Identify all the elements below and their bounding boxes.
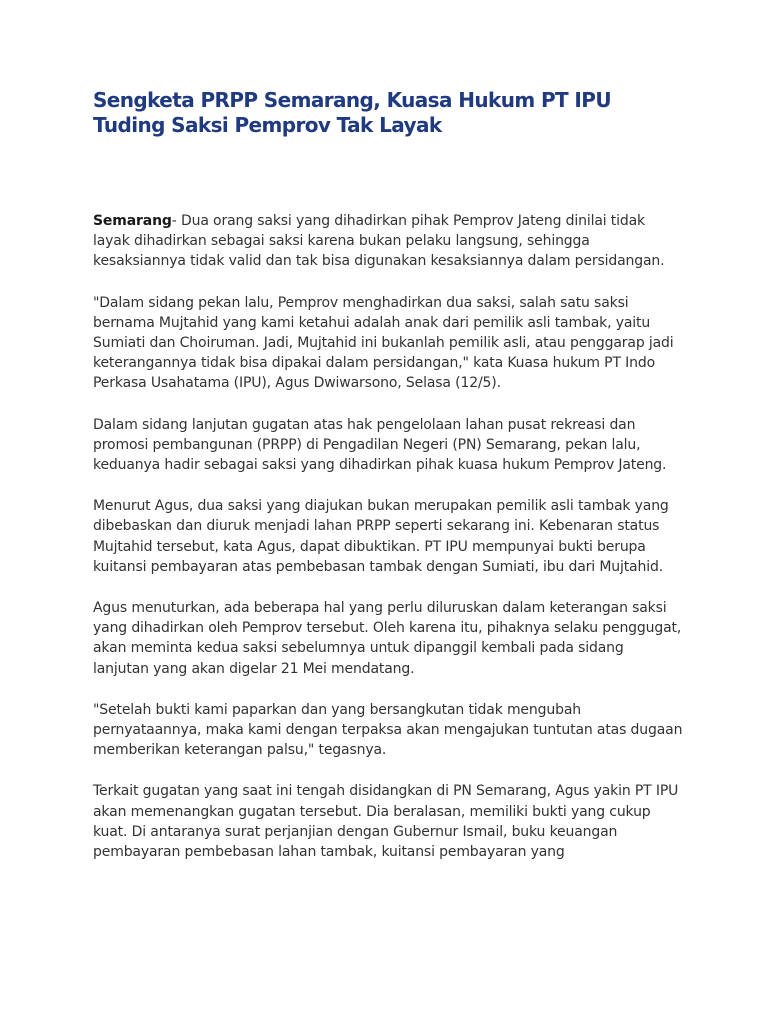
- article-body: [93, 211, 683, 883]
- paragraph: "Dalam sidang pekan lalu, Pemprov menghadirkan dua saksi, salah satu saksi bernama Mujtahid yang kami ketahui adalah anak dari pemilik asli tambak, yaitu Sumiati dan Choiruman. Jadi, Mujtahid ini bukanlah pemilik asli, atau penggarap jadi keterangannya tidak bisa dipakai dalam persidangan," kata Kuasa hukum PT Indo Perkasa Usahatama (IPU), Agus Dwiwarsono, Selasa (12/5).: [93, 294, 674, 392]
- lead-paragraph: [93, 211, 683, 272]
- paragraph: Menurut Agus, dua saksi yang diajukan bukan merupakan pemilik asli tambak yang dibebaskan dan diuruk menjadi lahan PRPP seperti sekarang ini. Kebenaran status Mujtahid tersebut, kata Agus, dapat dibuktikan. PT IPU mempunyai bukti berupa kuitansi pembayaran atas pembebasan tambak dengan Sumiati, ibu dari Mujtahid.: [93, 498, 669, 575]
- article-title: Sengketa PRPP Semarang, Kuasa Hukum PT IPU Tuding Saksi Pemprov Tak Layak: [93, 88, 611, 137]
- paragraph: Terkait gugatan yang saat ini tengah disidangkan di PN Semarang, Agus yakin PT IPU akan memenangkan gugatan tersebut. Dia beralasan, memiliki bukti yang cukup kuat. Di antaranya surat perjanjian dengan Gubernur Ismail, buku keuangan pembayaran pembebasan lahan tambak, kuitansi pembayaran yang: [93, 783, 679, 861]
- paragraph: Agus menuturkan, ada beberapa hal yang perlu diluruskan dalam keterangan saksi yang dihadirkan oleh Pemprov tersebut. Oleh karena itu, pihaknya selaku penggugat, akan meminta kedua saksi sebelumnya untuk dipanggil kembali pada sidang lanjutan yang akan digelar 21 Mei mendatang.: [93, 600, 682, 677]
- paragraph: Dalam sidang lanjutan gugatan atas hak pengelolaan lahan pusat rekreasi dan promosi pembangunan (PRPP) di Pengadilan Negeri (PN) Semarang, pekan lalu, keduanya hadir sebagai saksi yang dihadirkan pihak kuasa hukum Pemprov Jateng.: [93, 416, 667, 474]
- paragraph: "Setelah bukti kami paparkan dan yang bersangkutan tidak mengubah pernyataannya, maka kami dengan terpaksa akan mengajukan tuntutan atas dugaan memberikan keterangan palsu," tegasnya.: [93, 701, 683, 759]
- dateline: Semarang: [93, 213, 172, 229]
- lead-text: - Dua orang saksi yang dihadirkan pihak Pemprov Jateng dinilai tidak layak dihadirkan sebagai saksi karena bukan pelaku langsung, sehingga kesaksiannya tidak valid dan tak bisa digunakan kesaksiannya dalam persidangan.: [93, 213, 665, 270]
